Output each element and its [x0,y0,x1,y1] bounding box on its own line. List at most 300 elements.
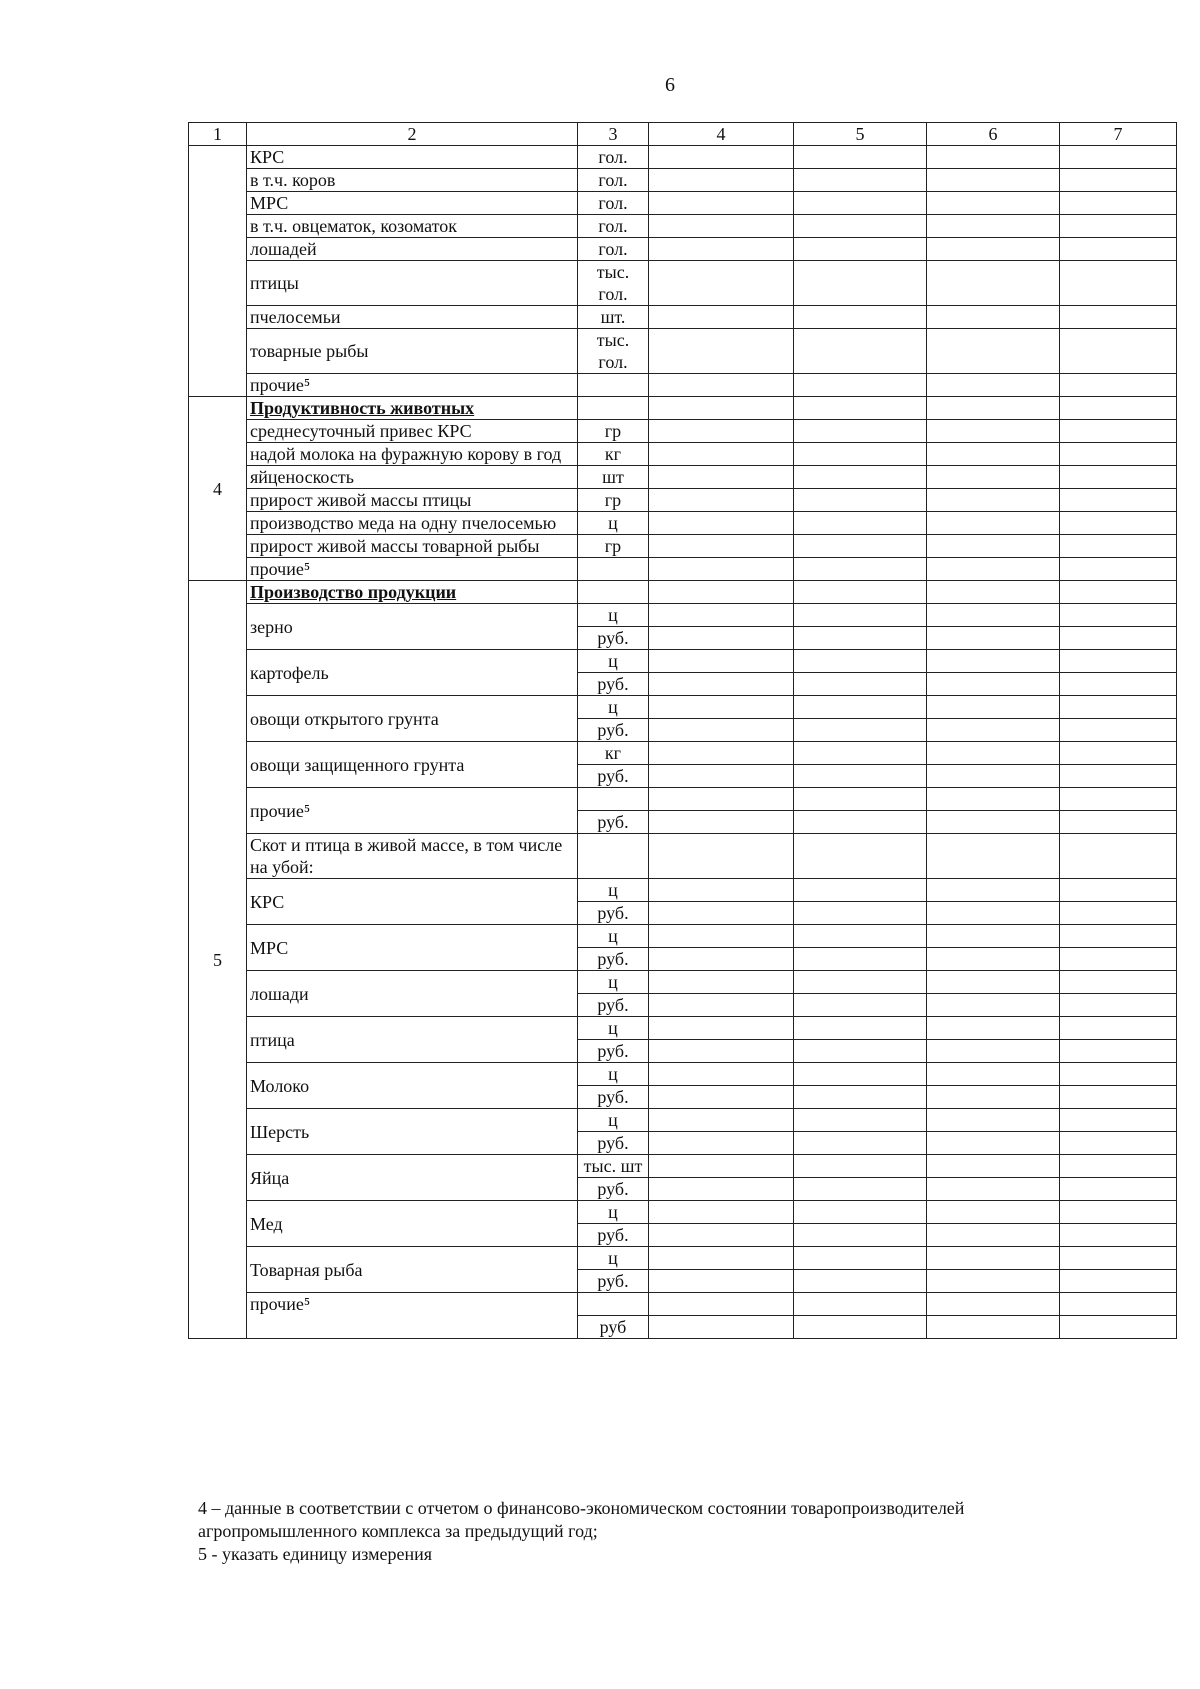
unit-cell: руб. [578,719,649,742]
value-cell[interactable] [1060,971,1177,994]
row-label: надой молока на фуражную корову в год [247,443,578,466]
value-cell[interactable] [649,1155,794,1178]
unit-cell: гр [578,535,649,558]
row-label: овощи защищенного грунта [247,742,578,788]
row-label: в т.ч. коров [247,169,578,192]
value-cell[interactable] [1060,1132,1177,1155]
value-cell[interactable] [1060,719,1177,742]
value-cell[interactable] [1060,1040,1177,1063]
value-cell[interactable] [1060,306,1177,329]
table-row [189,788,1177,811]
value-cell[interactable] [794,1132,927,1155]
value-cell[interactable] [927,374,1060,397]
table-row [189,971,1177,994]
value-cell[interactable] [649,581,794,604]
value-cell[interactable] [794,261,927,306]
value-cell[interactable] [927,1132,1060,1155]
value-cell[interactable] [794,581,927,604]
table-row [189,512,1177,535]
value-cell[interactable] [649,512,794,535]
value-cell[interactable] [1060,261,1177,306]
value-cell[interactable] [927,489,1060,512]
unit-cell: ц [578,1017,649,1040]
value-cell[interactable] [1060,994,1177,1017]
row-label: МРС [247,192,578,215]
value-cell[interactable] [1060,374,1177,397]
value-cell[interactable] [794,902,927,925]
value-cell[interactable] [927,1224,1060,1247]
value-cell[interactable] [649,925,794,948]
table-row [189,604,1177,627]
table-row [189,215,1177,238]
value-cell[interactable] [794,788,927,811]
table-row [189,742,1177,765]
value-cell[interactable] [649,788,794,811]
value-cell[interactable] [1060,558,1177,581]
value-cell[interactable] [927,443,1060,466]
value-cell[interactable] [649,834,794,879]
value-cell[interactable] [649,1293,794,1316]
unit-cell: тыс. гол. [578,329,649,374]
value-cell[interactable] [649,146,794,169]
value-cell[interactable] [1060,742,1177,765]
value-cell[interactable] [649,1270,794,1293]
table-row [189,1109,1177,1132]
value-cell[interactable] [794,1063,927,1086]
value-cell[interactable] [649,1247,794,1270]
value-cell[interactable] [794,673,927,696]
value-cell[interactable] [649,329,794,374]
page-number: 6 [665,74,675,96]
value-cell[interactable] [649,994,794,1017]
value-cell[interactable] [794,1086,927,1109]
table-row [189,535,1177,558]
unit-cell [578,374,649,397]
value-cell[interactable] [794,994,927,1017]
unit-cell: гол. [578,146,649,169]
unit-cell: шт [578,466,649,489]
unit-cell: руб. [578,673,649,696]
row-label: лошади [247,971,578,1017]
unit-cell: ц [578,971,649,994]
value-cell[interactable] [927,238,1060,261]
value-cell[interactable] [927,420,1060,443]
value-cell[interactable] [1060,1316,1177,1339]
value-cell[interactable] [1060,1017,1177,1040]
value-cell[interactable] [927,765,1060,788]
value-cell[interactable] [794,948,927,971]
row-label: Товарная рыба [247,1247,578,1293]
value-cell[interactable] [649,1086,794,1109]
value-cell[interactable] [794,765,927,788]
header-cell: 2 [247,123,578,146]
unit-cell [578,788,649,811]
value-cell[interactable] [927,146,1060,169]
value-cell[interactable] [794,834,927,879]
unit-cell: гол. [578,215,649,238]
value-cell[interactable] [794,650,927,673]
value-cell[interactable] [649,719,794,742]
value-cell[interactable] [1060,192,1177,215]
value-cell[interactable] [1060,1247,1177,1270]
value-cell[interactable] [1060,627,1177,650]
table-row [189,1063,1177,1086]
value-cell[interactable] [794,1040,927,1063]
row-label: КРС [247,146,578,169]
value-cell[interactable] [1060,1155,1177,1178]
value-cell[interactable] [1060,1086,1177,1109]
row-label: прирост живой массы птицы [247,489,578,512]
unit-cell: шт. [578,306,649,329]
table-row [189,834,1177,879]
unit-cell: руб. [578,1040,649,1063]
value-cell[interactable] [927,650,1060,673]
value-cell[interactable] [794,742,927,765]
value-cell[interactable] [794,1017,927,1040]
table-row [189,146,1177,169]
value-cell[interactable] [794,443,927,466]
unit-cell: гол. [578,169,649,192]
value-cell[interactable] [927,1316,1060,1339]
value-cell[interactable] [794,604,927,627]
header-cell: 4 [649,123,794,146]
value-cell[interactable] [649,1109,794,1132]
unit-cell: ц [578,1201,649,1224]
data-table [188,122,1177,1339]
value-cell[interactable] [649,1316,794,1339]
unit-cell: руб [578,1316,649,1339]
table-row [189,192,1177,215]
value-cell[interactable] [794,925,927,948]
value-cell[interactable] [1060,1109,1177,1132]
row-label: среднесуточный привес КРС [247,420,578,443]
row-label: прочие⁵ [247,788,578,834]
row-label: Скот и птица в живой массе, в том числе на убой: [247,834,578,879]
unit-cell: руб. [578,1132,649,1155]
value-cell[interactable] [927,192,1060,215]
value-cell[interactable] [794,1293,927,1316]
value-cell[interactable] [927,306,1060,329]
value-cell[interactable] [649,1063,794,1086]
value-cell[interactable] [927,627,1060,650]
row-label: Молоко [247,1063,578,1109]
value-cell[interactable] [794,879,927,902]
value-cell[interactable] [1060,397,1177,420]
value-cell[interactable] [1060,489,1177,512]
value-cell[interactable] [794,1270,927,1293]
table-row [189,1293,1177,1316]
value-cell[interactable] [927,1247,1060,1270]
row-label: МРС [247,925,578,971]
value-cell[interactable] [1060,581,1177,604]
value-cell[interactable] [794,719,927,742]
value-cell[interactable] [794,558,927,581]
value-cell[interactable] [927,397,1060,420]
header-cell: 7 [1060,123,1177,146]
value-cell[interactable] [649,238,794,261]
table-row [189,1155,1177,1178]
value-cell[interactable] [927,466,1060,489]
value-cell[interactable] [649,971,794,994]
value-cell[interactable] [927,261,1060,306]
table-row [189,238,1177,261]
unit-cell: ц [578,925,649,948]
value-cell[interactable] [927,604,1060,627]
value-cell[interactable] [794,1247,927,1270]
section-heading: Продуктивность животных [247,397,578,420]
value-cell[interactable] [649,948,794,971]
value-cell[interactable] [927,696,1060,719]
value-cell[interactable] [649,192,794,215]
header-cell: 6 [927,123,1060,146]
table-row [189,397,1177,420]
value-cell[interactable] [927,971,1060,994]
value-cell[interactable] [927,719,1060,742]
value-cell[interactable] [794,420,927,443]
value-cell[interactable] [794,169,927,192]
value-cell[interactable] [794,627,927,650]
value-cell[interactable] [927,1109,1060,1132]
row-label: овощи открытого грунта [247,696,578,742]
row-label: Яйца [247,1155,578,1201]
unit-cell: руб. [578,994,649,1017]
unit-cell: тыс. гол. [578,261,649,306]
value-cell[interactable] [927,742,1060,765]
table-row [189,261,1177,306]
unit-cell: ц [578,696,649,719]
value-cell[interactable] [794,971,927,994]
value-cell[interactable] [794,1155,927,1178]
value-cell[interactable] [1060,512,1177,535]
footnote: 4 – данные в соответствии с отчетом о финансово-экономическом состоянии товаропроизводителей агропромышленного комплекса за предыдущий год; [198,1498,965,1541]
value-cell[interactable] [927,925,1060,948]
row-label: зерно [247,604,578,650]
table-row [189,374,1177,397]
header-cell: 1 [189,123,247,146]
value-cell[interactable] [1060,146,1177,169]
value-cell[interactable] [927,788,1060,811]
value-cell[interactable] [1060,1224,1177,1247]
value-cell[interactable] [927,1270,1060,1293]
value-cell[interactable] [794,329,927,374]
row-label: КРС [247,879,578,925]
value-cell[interactable] [649,535,794,558]
value-cell[interactable] [927,1040,1060,1063]
value-cell[interactable] [1060,879,1177,902]
unit-cell: руб. [578,948,649,971]
value-cell[interactable] [1060,238,1177,261]
value-cell[interactable] [649,811,794,834]
row-label: картофель [247,650,578,696]
value-cell[interactable] [927,948,1060,971]
value-cell[interactable] [927,1178,1060,1201]
value-cell[interactable] [649,1040,794,1063]
value-cell[interactable] [1060,948,1177,971]
value-cell[interactable] [649,489,794,512]
footnotes [198,1497,1118,1566]
value-cell[interactable] [649,627,794,650]
value-cell[interactable] [794,811,927,834]
value-cell[interactable] [927,581,1060,604]
value-cell[interactable] [794,1316,927,1339]
unit-cell: ц [578,1247,649,1270]
value-cell[interactable] [927,1017,1060,1040]
value-cell[interactable] [927,879,1060,902]
value-cell[interactable] [649,558,794,581]
table-row [189,879,1177,902]
value-cell[interactable] [649,902,794,925]
table-row [189,169,1177,192]
unit-cell [578,397,649,420]
table-row [189,443,1177,466]
table-row [189,650,1177,673]
value-cell[interactable] [1060,215,1177,238]
value-cell[interactable] [794,397,927,420]
value-cell[interactable] [1060,604,1177,627]
value-cell[interactable] [1060,1178,1177,1201]
value-cell[interactable] [927,329,1060,374]
value-cell[interactable] [927,994,1060,1017]
table-header-row [189,123,1177,146]
unit-cell: кг [578,443,649,466]
value-cell[interactable] [927,1201,1060,1224]
value-cell[interactable] [649,673,794,696]
value-cell[interactable] [1060,1201,1177,1224]
value-cell[interactable] [649,397,794,420]
value-cell[interactable] [649,696,794,719]
value-cell[interactable] [794,512,927,535]
unit-cell [578,1293,649,1316]
value-cell[interactable] [927,811,1060,834]
value-cell[interactable] [1060,169,1177,192]
value-cell[interactable] [794,1178,927,1201]
value-cell[interactable] [649,443,794,466]
value-cell[interactable] [927,512,1060,535]
unit-cell: гол. [578,238,649,261]
value-cell[interactable] [927,673,1060,696]
value-cell[interactable] [649,650,794,673]
value-cell[interactable] [794,306,927,329]
value-cell[interactable] [649,1224,794,1247]
value-cell[interactable] [649,1132,794,1155]
table-row [189,696,1177,719]
value-cell[interactable] [794,466,927,489]
value-cell[interactable] [927,1086,1060,1109]
value-cell[interactable] [1060,329,1177,374]
value-cell[interactable] [1060,466,1177,489]
unit-cell: руб. [578,765,649,788]
table-row [189,1247,1177,1270]
value-cell[interactable] [1060,443,1177,466]
value-cell[interactable] [794,696,927,719]
value-cell[interactable] [927,1063,1060,1086]
value-cell[interactable] [649,1178,794,1201]
value-cell[interactable] [1060,902,1177,925]
value-cell[interactable] [927,902,1060,925]
row-label: яйценоскость [247,466,578,489]
unit-cell: ц [578,604,649,627]
value-cell[interactable] [794,374,927,397]
table-row [189,1201,1177,1224]
value-cell[interactable] [649,466,794,489]
value-cell[interactable] [794,238,927,261]
value-cell[interactable] [649,374,794,397]
unit-cell: ц [578,1109,649,1132]
value-cell[interactable] [1060,925,1177,948]
row-label: Мед [247,1201,578,1247]
value-cell[interactable] [1060,1063,1177,1086]
unit-cell: руб. [578,811,649,834]
value-cell[interactable] [649,215,794,238]
value-cell[interactable] [1060,673,1177,696]
value-cell[interactable] [794,1109,927,1132]
value-cell[interactable] [927,1293,1060,1316]
value-cell[interactable] [1060,765,1177,788]
row-label: производство меда на одну пчелосемью [247,512,578,535]
row-label: товарные рыбы [247,329,578,374]
value-cell[interactable] [927,834,1060,879]
unit-cell: гр [578,489,649,512]
value-cell[interactable] [1060,535,1177,558]
value-cell[interactable] [1060,811,1177,834]
value-cell[interactable] [1060,788,1177,811]
unit-cell: ц [578,650,649,673]
value-cell[interactable] [927,535,1060,558]
section-number [189,146,247,397]
unit-cell: руб. [578,1224,649,1247]
value-cell[interactable] [927,215,1060,238]
unit-cell: ц [578,1063,649,1086]
value-cell[interactable] [649,169,794,192]
value-cell[interactable] [649,420,794,443]
value-cell[interactable] [1060,420,1177,443]
value-cell[interactable] [927,558,1060,581]
value-cell[interactable] [649,604,794,627]
table-row [189,581,1177,604]
unit-cell: руб. [578,1178,649,1201]
row-label: прочие⁵ [247,374,578,397]
value-cell[interactable] [794,535,927,558]
value-cell[interactable] [649,1201,794,1224]
value-cell[interactable] [927,169,1060,192]
table-row [189,329,1177,374]
row-label: лошадей [247,238,578,261]
value-cell[interactable] [1060,696,1177,719]
value-cell[interactable] [927,1155,1060,1178]
value-cell[interactable] [1060,834,1177,879]
value-cell[interactable] [1060,650,1177,673]
value-cell[interactable] [794,146,927,169]
value-cell[interactable] [1060,1293,1177,1316]
value-cell[interactable] [794,192,927,215]
value-cell[interactable] [649,765,794,788]
value-cell[interactable] [1060,1270,1177,1293]
row-label: прирост живой массы товарной рыбы [247,535,578,558]
value-cell[interactable] [649,261,794,306]
row-label: птицы [247,261,578,306]
value-cell[interactable] [794,489,927,512]
value-cell[interactable] [794,1201,927,1224]
table-row [189,489,1177,512]
row-label: прочие⁵ [247,1293,578,1339]
value-cell[interactable] [649,879,794,902]
value-cell[interactable] [649,742,794,765]
value-cell[interactable] [649,306,794,329]
value-cell[interactable] [794,1224,927,1247]
value-cell[interactable] [794,215,927,238]
row-label: в т.ч. овцематок, козоматок [247,215,578,238]
value-cell[interactable] [649,1017,794,1040]
